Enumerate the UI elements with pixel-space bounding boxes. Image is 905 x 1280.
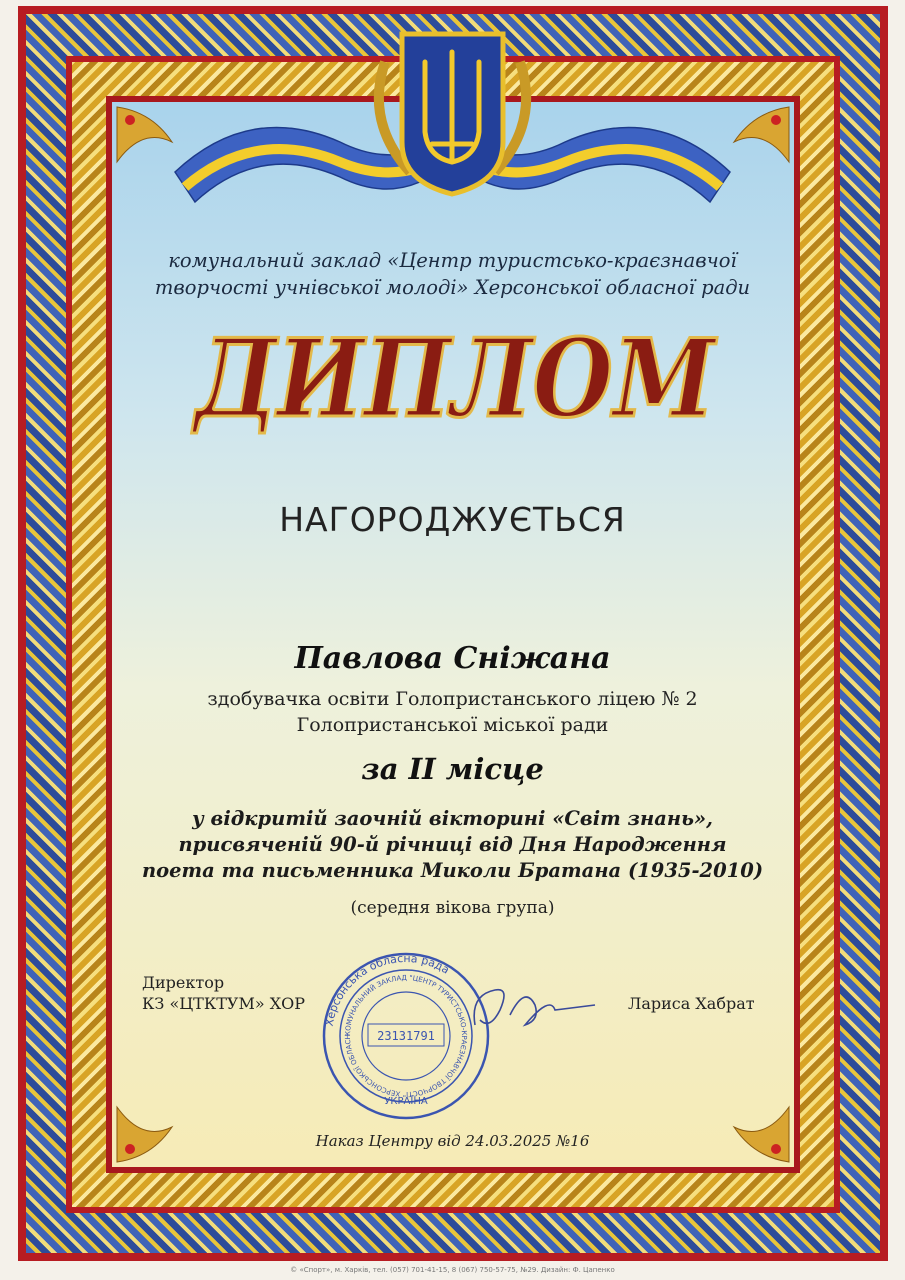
svg-text:Херсонська обласна рада <box>323 952 452 1027</box>
stamp-code: 23131791 <box>377 1029 435 1043</box>
coat-of-arms-emblem-icon <box>170 22 735 232</box>
recipient-description-line: здобувачка освіти Голопристанського ліцею № 2 <box>207 688 698 710</box>
diploma-title <box>190 316 720 442</box>
awarded-label: НАГОРОДЖУЄТЬСЯ <box>279 500 626 539</box>
recipient-description <box>0 686 905 738</box>
organization-name <box>0 247 905 301</box>
order-reference: Наказ Центру від 24.03.2025 №16 <box>315 1132 590 1150</box>
stamp-inner-text: КОМУНАЛЬНИЙ ЗАКЛАД "ЦЕНТР ТУРИСТСЬКО-КРАЄЗНАВЧОЇ ТВОРЧОСТІ" ХЕРСОНСЬКОЇ ОБЛАСН <box>343 973 469 1099</box>
signatory-name: Лариса Хабрат <box>628 994 755 1013</box>
signatory-position <box>142 972 305 1014</box>
organization-line: творчості учнівської молоді» Херсонської обласної ради <box>154 276 751 299</box>
organization-line: комунальний заклад «Центр туристсько-краєзнавчої <box>168 249 737 272</box>
stamp-outer-text: Херсонська обласна рада <box>322 952 452 1028</box>
signature-icon <box>455 975 605 1045</box>
award-reason-line: присвяченій 90-й річниці від Дня Народження <box>178 833 727 856</box>
signatory-position-line: КЗ «ЦТКТУМ» ХОР <box>142 994 305 1013</box>
age-group: (середня вікова група) <box>350 898 555 918</box>
award-reason-line: поета та письменника Миколи Братана (1935-2010) <box>141 859 764 882</box>
award-place: за ІІ місце <box>361 752 544 786</box>
printer-credit: © «Спорт», м. Харків, тел. (057) 701-41-15, 8 (067) 750-57-75, №29. Дизайн: Ф. Цапенко <box>290 1266 615 1274</box>
recipient-name: Павлова Сніжана <box>294 641 611 676</box>
diploma-title-text: ДИПЛОМ <box>190 316 718 442</box>
award-reason-line: у відкритій заочній вікторині «Світ знань», <box>192 807 713 830</box>
award-reason <box>0 806 905 884</box>
signatory-position-line: Директор <box>142 973 225 992</box>
recipient-description-line: Голопристанської міської ради <box>296 714 609 736</box>
stamp-country: УКРАЇНА <box>384 1096 428 1107</box>
